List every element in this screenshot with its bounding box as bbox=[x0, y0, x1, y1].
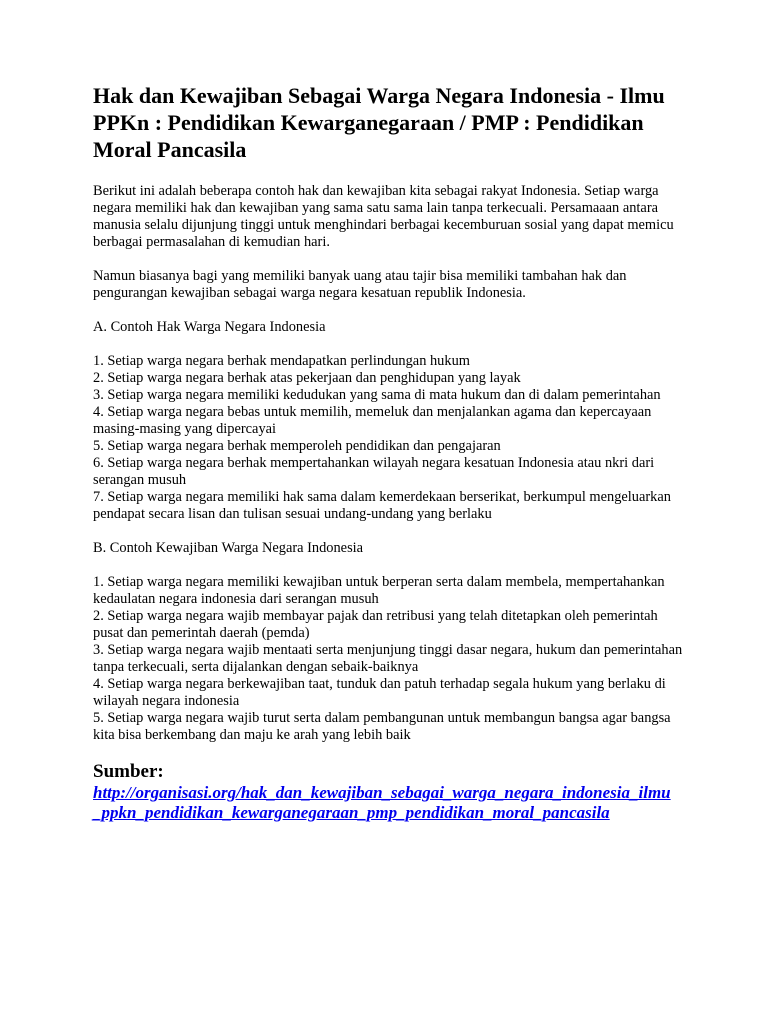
list-item: 3. Setiap warga negara memiliki kedudukan yang sama di mata hukum dan di dalam pemerintahan bbox=[93, 387, 661, 403]
list-item: 5. Setiap warga negara berhak memperoleh pendidikan dan pengajaran bbox=[93, 438, 501, 454]
list-item: 4. Setiap warga negara berkewajiban taat, tunduk dan patuh terhadap segala hukum yang berlaku di wilayah negara indonesia bbox=[93, 676, 666, 709]
list-item: 2. Setiap warga negara wajib membayar pajak dan retribusi yang telah ditetapkan oleh pemerintah pusat dan pemerintah daerah (pemda) bbox=[93, 608, 658, 641]
rights-list bbox=[93, 353, 683, 523]
document-title: Hak dan Kewajiban Sebagai Warga Negara Indonesia - Ilmu PPKn : Pendidikan Kewarganegaraan / PMP : Pendidikan Moral Pancasila bbox=[93, 83, 665, 162]
list-item: 1. Setiap warga negara berhak mendapatkan perlindungan hukum bbox=[93, 353, 470, 369]
source-label: Sumber: bbox=[93, 761, 164, 782]
intro-paragraph-2: Namun biasanya bagi yang memiliki banyak uang atau tajir bisa memiliki tambahan hak dan pengurangan kewajiban sebagai warga negara kesatuan republik Indonesia. bbox=[93, 268, 627, 301]
list-item: 4. Setiap warga negara bebas untuk memilih, memeluk dan menjalankan agama dan kepercayaan masing-masing yang dipercayai bbox=[93, 404, 652, 437]
list-item: 3. Setiap warga negara wajib mentaati serta menjunjung tinggi dasar negara, hukum dan pemerintahan tanpa terkecuali, serta dijalankan dengan sebaik-baiknya bbox=[93, 642, 683, 675]
list-item: 6. Setiap warga negara berhak mempertahankan wilayah negara kesatuan Indonesia atau nkri dari serangan musuh bbox=[93, 455, 655, 488]
section-a-heading: A. Contoh Hak Warga Negara Indonesia bbox=[93, 319, 326, 335]
obligations-list bbox=[93, 574, 683, 744]
section-b-heading: B. Contoh Kewajiban Warga Negara Indonesia bbox=[93, 540, 364, 556]
list-item: 1. Setiap warga negara memiliki kewajiban untuk berperan serta dalam membela, mempertahankan kedaulatan negara indonesia dari serangan musuh bbox=[93, 574, 665, 607]
list-item: 7. Setiap warga negara memiliki hak sama dalam kemerdekaan berserikat, berkumpul mengeluarkan pendapat secara lisan dan tulisan sesuai undang-undang yang berlaku bbox=[93, 489, 671, 522]
source-link[interactable]: http://organisasi.org/hak_dan_kewajiban_sebagai_warga_negara_indonesia_ilmu_ppkn_pendidikan_kewarganegaraan_pmp_pendidikan_moral_pancasila bbox=[93, 783, 671, 822]
list-item: 2. Setiap warga negara berhak atas pekerjaan dan penghidupan yang layak bbox=[93, 370, 521, 386]
document-page bbox=[93, 82, 683, 823]
list-item: 5. Setiap warga negara wajib turut serta dalam pembangunan untuk membangun bangsa agar bangsa kita bisa berkembang dan maju ke arah yang lebih baik bbox=[93, 710, 671, 743]
intro-paragraph-1: Berikut ini adalah beberapa contoh hak dan kewajiban kita sebagai rakyat Indonesia. Setiap warga negara memiliki hak dan kewajiban yang sama satu sama lain tanpa terkecuali. Persamaaan antara manusia selalu dijunjung tinggi untuk menghindari berbagai kecemburuan sosial yang dapat memicu berbagai permasalahan di kemudian hari. bbox=[93, 183, 674, 250]
